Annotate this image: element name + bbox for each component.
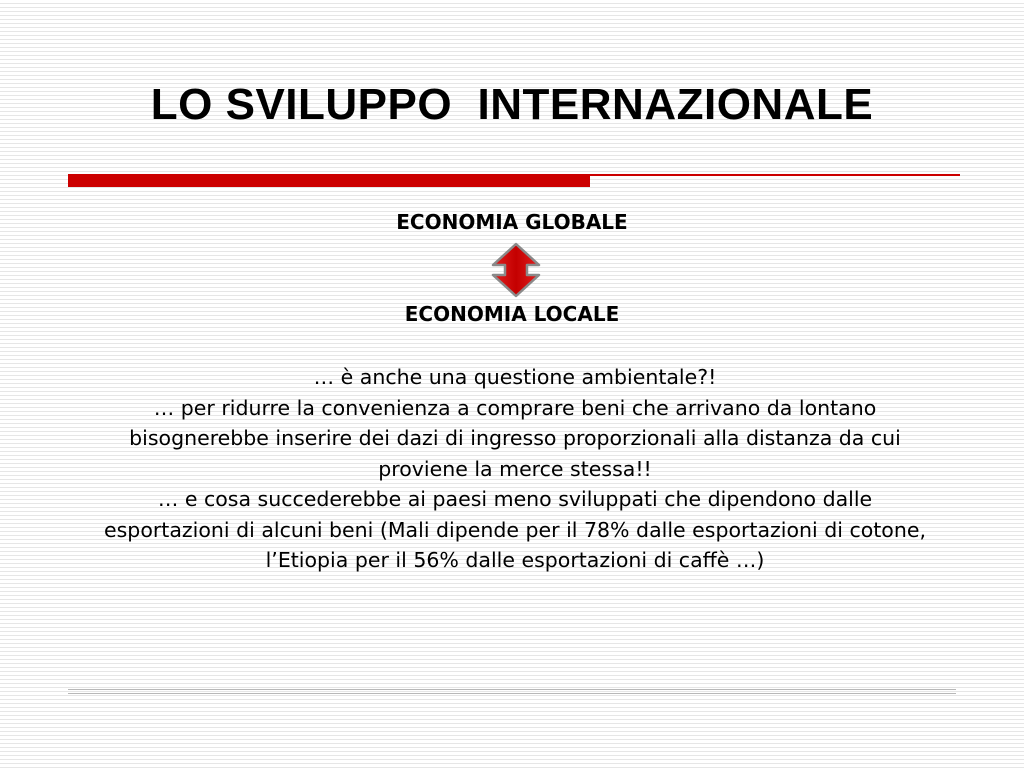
footer-divider-bottom xyxy=(68,693,956,694)
title-underline-thin xyxy=(590,174,960,176)
heading-economia-locale: ECONOMIA LOCALE xyxy=(404,302,620,326)
slide-title: LO SVILUPPO INTERNAZIONALE xyxy=(150,80,874,129)
body-paragraph-3: … e cosa succederebbe ai paesi meno sviluppati che dipendono dalle esportazioni di alcuni beni (Mali dipende per il 78% dalle esportazioni di cotone, l’Etiopia per il 56% dalle esportazioni di caffè …) xyxy=(104,487,926,572)
heading-economia-globale: ECONOMIA GLOBALE xyxy=(396,210,628,234)
body-paragraph-2: … per ridurre la convenienza a comprare beni che arrivano da lontano bisognerebbe inserire dei dazi di ingresso proporzionali alla distanza da cui proviene la merce stessa!! xyxy=(129,395,901,481)
body-paragraph-1: … è anche una questione ambientale?! xyxy=(313,365,717,389)
double-arrow-vertical-icon xyxy=(490,242,542,298)
footer-divider-top xyxy=(68,689,956,690)
slide-body xyxy=(100,362,930,576)
title-underline-thick xyxy=(68,174,590,187)
